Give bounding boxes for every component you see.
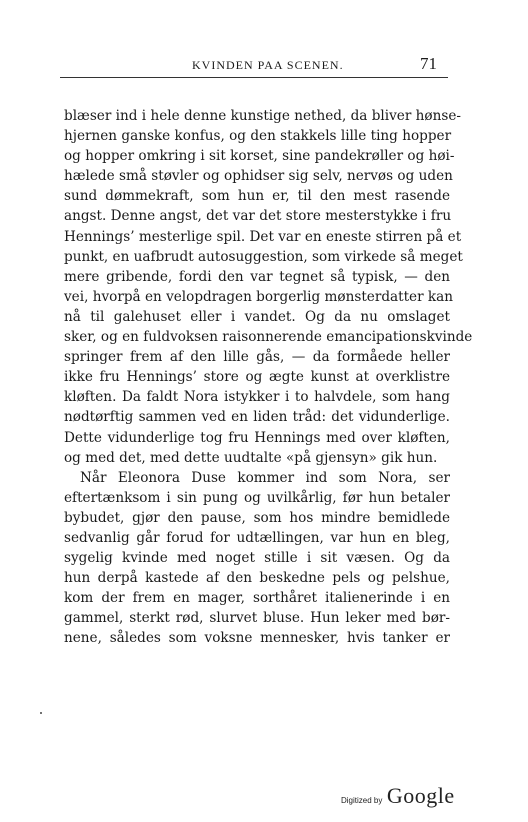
text-line: angst. Denne angst, det var det store mesterstykke i fru xyxy=(64,208,452,225)
text-line: hun derpå kastede af den beskedne pels og pelshue, xyxy=(64,570,450,587)
google-logo: Google xyxy=(386,783,455,808)
text-line: hælede små støvler og ophidser sig selv, nervøs og uden xyxy=(64,168,453,185)
text-line: nødtørftig sammen ved en liden tråd: det vidunderlige. xyxy=(64,409,450,426)
text-line: eftertænksom i sin pung og uvilkårlig, før hun betaler xyxy=(64,489,450,506)
text-line: mere gribende, fordi den var tegnet så typisk, — den xyxy=(64,268,450,285)
text-line: vei, hvorpå en velopdragen borgerlig mønsterdatter kan xyxy=(64,288,454,305)
text-line: sund dømmekraft, som hun er, til den mest rasende xyxy=(64,188,450,205)
page-number: 71 xyxy=(420,54,437,73)
text-line: sedvanlig går forud for udtællingen, var hun en bleg, xyxy=(64,529,450,546)
text-line: kom der frem en mager, sorthåret italienerinde i en xyxy=(64,590,450,607)
text-line: Hennings’ mesterlige spil. Det var en eneste stirren på et xyxy=(64,228,462,245)
text-line: kløften. Da faldt Nora istykker i to halvdele, som hang xyxy=(64,389,450,406)
scan-speck xyxy=(40,712,42,714)
body-text xyxy=(64,106,473,649)
text-line: og med det, med dette uudtalte «på gjensyn» gik hun. xyxy=(64,449,438,466)
text-line: sker, og en fuldvoksen raisonnerende emancipationskvinde xyxy=(64,329,473,346)
text-line: bybudet, gjør den pause, som hos mindre bemidlede xyxy=(64,509,450,526)
text-line: Dette vidunderlige tog fru Hennings med over kløften, xyxy=(64,429,450,446)
text-line: og hopper omkring i sit korset, sine pandekrøller og høi- xyxy=(64,148,455,165)
text-line: ikke fru Hennings’ store og ægte kunst at overklistre xyxy=(64,369,450,386)
text-line: nene, således som voksne mennesker, hvis tanker er xyxy=(64,630,450,647)
text-line: gammel, sterkt rød, slurvet bluse. Hun leker med bør- xyxy=(64,610,450,627)
running-head: KVINDEN PAA SCENEN. xyxy=(192,58,344,72)
text-line: blæser ind i hele denne kunstige nethed, da bliver hønse- xyxy=(64,108,461,124)
digitized-by-google-watermark xyxy=(341,783,455,809)
digitized-label: Digitized by xyxy=(341,796,383,805)
text-line: sygelig kvinde med noget stille i sit væsen. Og da xyxy=(64,550,450,567)
header-rule xyxy=(60,77,448,78)
text-line: punkt, en uafbrudt autosuggestion, som virkede så meget xyxy=(64,248,463,265)
text-line: hjernen ganske konfus, og den stakkels lille ting hopper xyxy=(64,128,452,145)
paragraph-first-line: Når Eleonora Duse kommer ind som Nora, ser xyxy=(80,469,450,486)
text-line: springer frem af den lille gås, — da formåede heller xyxy=(64,349,450,366)
text-line: nå til galehuset eller i vandet. Og da nu omslaget xyxy=(64,308,450,325)
